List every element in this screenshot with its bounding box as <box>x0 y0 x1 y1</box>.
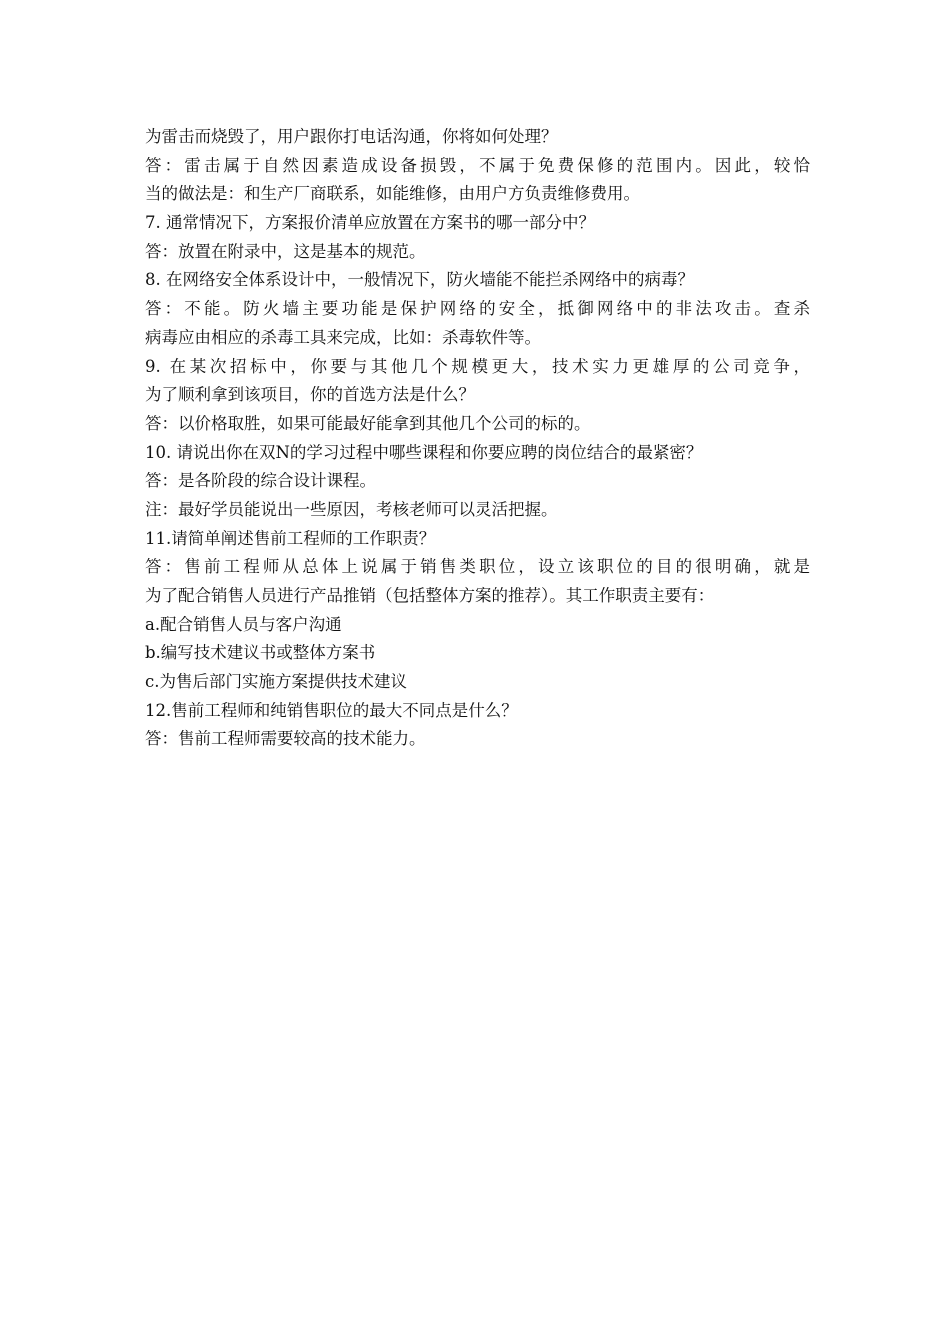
text-line: 为了顺利拿到该项目，你的首选方法是什么？ <box>145 385 475 405</box>
question-7: 7. 通常情况下，方案报价清单应放置在方案书的哪一部分中？ <box>145 213 595 233</box>
answer-8: 答：不能。防火墙主要功能是保护网络的安全，抵御网络中的非法攻击。查杀 <box>145 299 810 319</box>
text-line: 当的做法是：和生产厂商联系，如能维修，由用户方负责维修费用。 <box>145 184 640 204</box>
question-9: 9. 在某次招标中，你要与其他几个规模更大，技术实力更雄厚的公司竞争， <box>145 356 810 376</box>
list-item: a.配合销售人员与客户沟通 <box>145 614 342 634</box>
question-8: 8. 在网络安全体系设计中，一般情况下，防火墙能不能拦杀网络中的病毒？ <box>145 270 694 290</box>
answer-9: 答：以价格取胜，如果可能最好能拿到其他几个公司的标的。 <box>145 413 591 433</box>
list-item: b.编写技术建议书或整体方案书 <box>145 643 376 663</box>
answer-7: 答：放置在附录中，这是基本的规范。 <box>145 241 426 261</box>
answer-12: 答：售前工程师需要较高的技术能力。 <box>145 729 426 749</box>
question-12: 12.售前工程师和纯销售职位的最大不同点是什么？ <box>145 700 518 720</box>
document-body <box>145 123 810 754</box>
answer-10: 答：是各阶段的综合设计课程。 <box>145 471 376 491</box>
note-10: 注：最好学员能说出一些原因，考核老师可以灵活把握。 <box>145 499 558 519</box>
question-11: 11.请简单阐述售前工程师的工作职责？ <box>145 528 436 548</box>
text-line: 答：雷击属于自然因素造成设备损毁，不属于免费保修的范围内。因此，较恰 <box>145 155 810 175</box>
answer-11: 答：售前工程师从总体上说属于销售类职位，设立该职位的目的很明确，就是 <box>145 557 810 577</box>
text-line: 为雷击而烧毁了，用户跟你打电话沟通，你将如何处理？ <box>145 127 558 146</box>
text-line: 病毒应由相应的杀毒工具来完成，比如：杀毒软件等。 <box>145 327 541 347</box>
text-line: 为了配合销售人员进行产品推销（包括整体方案的推荐）。其工作职责主要有： <box>145 586 715 605</box>
list-item: c.为售后部门实施方案提供技术建议 <box>145 672 407 692</box>
question-10: 10. 请说出你在双N的学习过程中哪些课程和你要应聘的岗位结合的最紧密？ <box>145 442 703 462</box>
